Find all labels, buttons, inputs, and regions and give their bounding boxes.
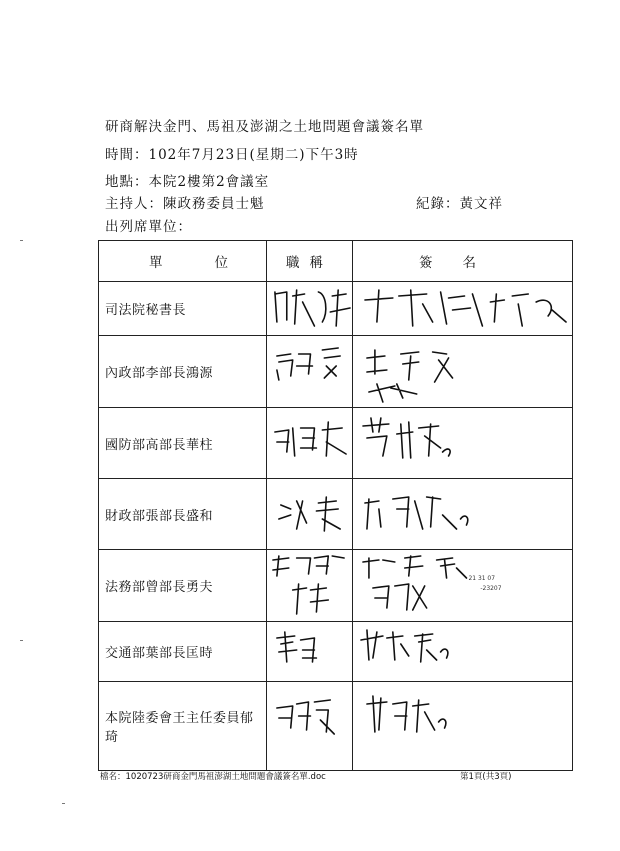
attendees-label: 出列席單位： <box>105 219 192 235</box>
signature-table <box>98 240 573 771</box>
handwritten-title <box>267 336 353 408</box>
footer-filename: 檔名：1020723研商金門馬祖澎湖土地問題會議簽名單.doc <box>100 772 326 782</box>
handwritten-signature <box>353 682 573 771</box>
table-row <box>99 622 573 682</box>
handwritten-title <box>267 682 353 771</box>
footer-page-number: 第1頁(共3頁) <box>460 772 512 782</box>
header-unit-char-2: 位 <box>214 255 228 271</box>
scan-mark <box>20 640 23 641</box>
header-signature: 簽名 <box>353 241 573 282</box>
table-row <box>99 682 573 771</box>
meeting-host: 主持人：陳政務委員士魁 <box>105 196 265 212</box>
meeting-place: 地點：本院2樓第2會議室 <box>105 174 270 190</box>
table-row <box>99 336 573 408</box>
table-row <box>99 550 573 622</box>
header-title: 職稱 <box>267 241 353 282</box>
table-row <box>99 408 573 479</box>
header-unit <box>99 241 267 282</box>
handwritten-title <box>267 282 353 336</box>
handwritten-signature <box>353 550 573 622</box>
svg-text:-23207: -23207 <box>480 584 502 593</box>
header-unit-char-1: 單 <box>149 255 163 271</box>
meeting-time: 時間：102年7月23日(星期二)下午3時 <box>105 147 359 163</box>
row-unit: 財政部張部長盛和 <box>99 479 267 550</box>
handwritten-signature <box>353 622 573 682</box>
row-unit: 交通部葉部長匡時 <box>99 622 267 682</box>
table-header-row <box>99 241 573 282</box>
table-row <box>99 282 573 336</box>
handwritten-title <box>267 550 353 622</box>
handwritten-signature <box>353 479 573 550</box>
svg-text:21 31 07: 21 31 07 <box>468 574 496 583</box>
scan-mark <box>20 240 23 241</box>
handwritten-title <box>267 408 353 479</box>
handwritten-signature <box>353 336 573 408</box>
row-unit: 國防部高部長華柱 <box>99 408 267 479</box>
handwritten-signature <box>353 408 573 479</box>
scan-mark <box>62 803 65 804</box>
row-unit: 司法院秘書長 <box>99 282 267 336</box>
row-unit: 內政部李部長鴻源 <box>99 336 267 408</box>
row-unit: 法務部曾部長勇夫 <box>99 550 267 622</box>
document-title: 研商解決金門、馬祖及澎湖之土地問題會議簽名單 <box>105 119 424 135</box>
handwritten-title <box>267 479 353 550</box>
row-unit: 本院陸委會王主任委員郁琦 <box>99 682 267 771</box>
meeting-recorder: 紀錄：黃文祥 <box>416 196 503 212</box>
handwritten-title <box>267 622 353 682</box>
handwritten-signature <box>353 282 573 336</box>
table-row <box>99 479 573 550</box>
